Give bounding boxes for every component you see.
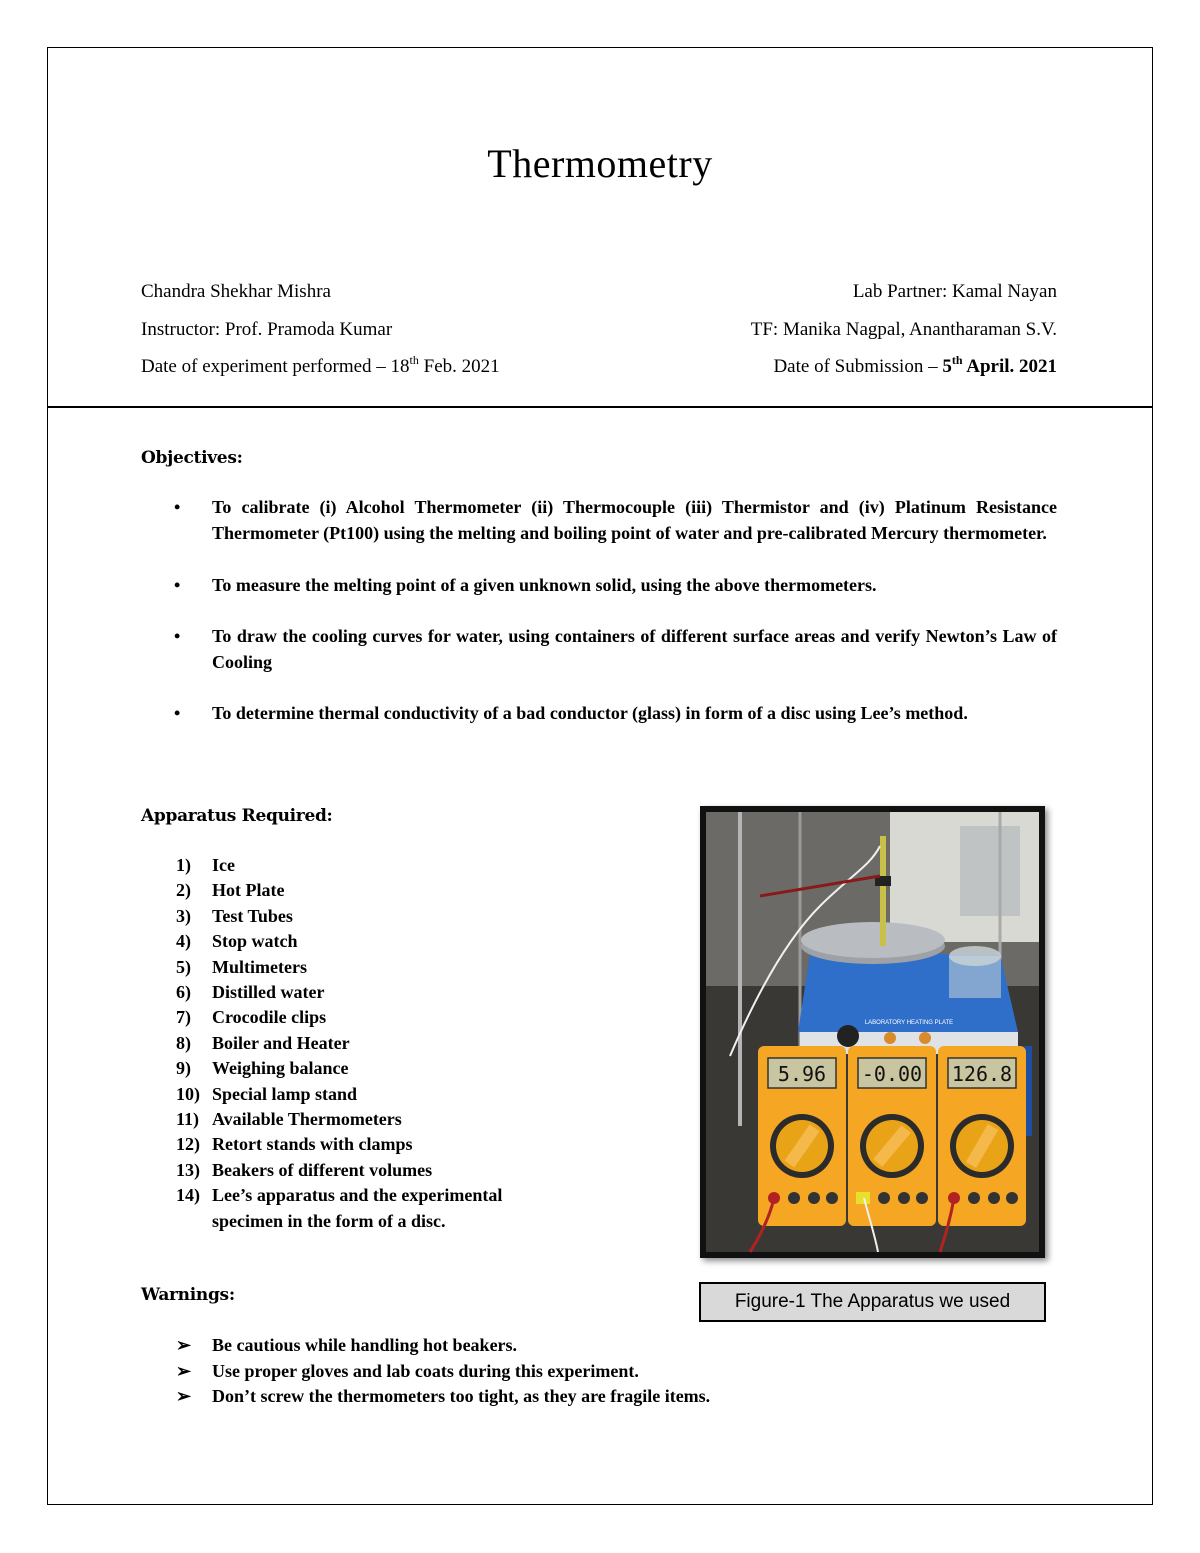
lab-partner: Lab Partner: Kamal Nayan — [852, 281, 1057, 302]
apparatus-item: 1) Ice — [176, 855, 235, 875]
figure-caption: Figure-1 The Apparatus we used — [699, 1282, 1046, 1322]
objective-item: • To determine thermal conductivity of a bad conductor (glass) in form of a disc using Lee’s method. — [174, 703, 968, 723]
date-performed: Date of experiment performed – 18th Feb. 2021 — [141, 353, 500, 377]
objectives-list — [141, 494, 1057, 726]
apparatus-item-continued: specimen in the form of a disc. — [212, 1210, 446, 1231]
apparatus-item: 4) Stop watch — [176, 931, 298, 952]
apparatus-item: 2) Hot Plate — [176, 880, 285, 901]
multimeter-middle — [848, 1046, 936, 1226]
warning-item: ➢ Be cautious while handling hot beakers. — [176, 1333, 710, 1359]
document-title: Thermometry — [487, 141, 713, 186]
meter-reading-middle: -0.00 — [861, 1062, 923, 1086]
apparatus-item: 5) Multimeters — [176, 956, 307, 977]
apparatus-item: 11) Available Thermometers — [176, 1109, 402, 1130]
arrow-bullet-icon: ➢ — [176, 1335, 192, 1355]
plate-label: LABORATORY HEATING PLATE — [864, 1020, 954, 1026]
instructor: Instructor: Prof. Pramoda Kumar — [141, 319, 393, 340]
date-submission: Date of Submission – 5th April. 2021 — [773, 353, 1057, 377]
warnings-list — [176, 1333, 710, 1410]
apparatus-item: 6) Distilled water — [176, 982, 325, 1003]
apparatus-item: 8) Boiler and Heater — [176, 1032, 350, 1053]
apparatus-item: 12) Retort stands with clamps — [176, 1134, 413, 1155]
header-row-2 — [141, 319, 1057, 341]
multimeter-left — [758, 1046, 846, 1226]
header-row-3 — [141, 353, 1057, 378]
header-row-1 — [141, 281, 1057, 303]
multimeter-right — [938, 1046, 1026, 1226]
warning-item: ➢ Don’t screw the thermometers too tight, as they are fragile items. — [176, 1384, 710, 1410]
objective-item: • To calibrate (i) Alcohol Thermometer (ii) Thermocouple (iii) Thermistor and (iv) Platinum Resistance Thermometer (Pt100) using the melting and boiling point of water and pre-calibrated Mercury thermometer. — [174, 497, 1057, 543]
apparatus-heading: Apparatus Required: — [141, 806, 333, 826]
meter-reading-left: 5.96 — [777, 1062, 827, 1086]
header-divider — [47, 406, 1153, 408]
objectives-heading: Objectives: — [141, 448, 243, 468]
objective-item: • To draw the cooling curves for water, using containers of different surface areas and verify Newton’s Law of Cooling — [174, 626, 1057, 672]
apparatus-item: 13) Beakers of different volumes — [176, 1159, 433, 1180]
apparatus-photo — [700, 806, 1045, 1258]
author-name: Chandra Shekhar Mishra — [141, 281, 331, 302]
warnings-heading: Warnings: — [141, 1285, 235, 1305]
apparatus-item: 3) Test Tubes — [176, 905, 293, 926]
meter-reading-right: 126.8 — [951, 1062, 1013, 1086]
teaching-fellows: TF: Manika Nagpal, Anantharaman S.V. — [750, 319, 1057, 340]
apparatus-item: 10) Special lamp stand — [176, 1083, 358, 1104]
warning-item: ➢ Use proper gloves and lab coats during this experiment. — [176, 1359, 710, 1385]
apparatus-item: 9) Weighing balance — [176, 1058, 349, 1079]
apparatus-item: 7) Crocodile clips — [176, 1007, 327, 1028]
arrow-bullet-icon: ➢ — [176, 1360, 192, 1381]
apparatus-item: 14) Lee’s apparatus and the experimental — [176, 1185, 503, 1206]
arrow-bullet-icon: ➢ — [176, 1386, 192, 1406]
objective-item: • To measure the melting point of a given unknown solid, using the above thermometers. — [174, 575, 877, 595]
apparatus-list — [176, 853, 502, 1234]
